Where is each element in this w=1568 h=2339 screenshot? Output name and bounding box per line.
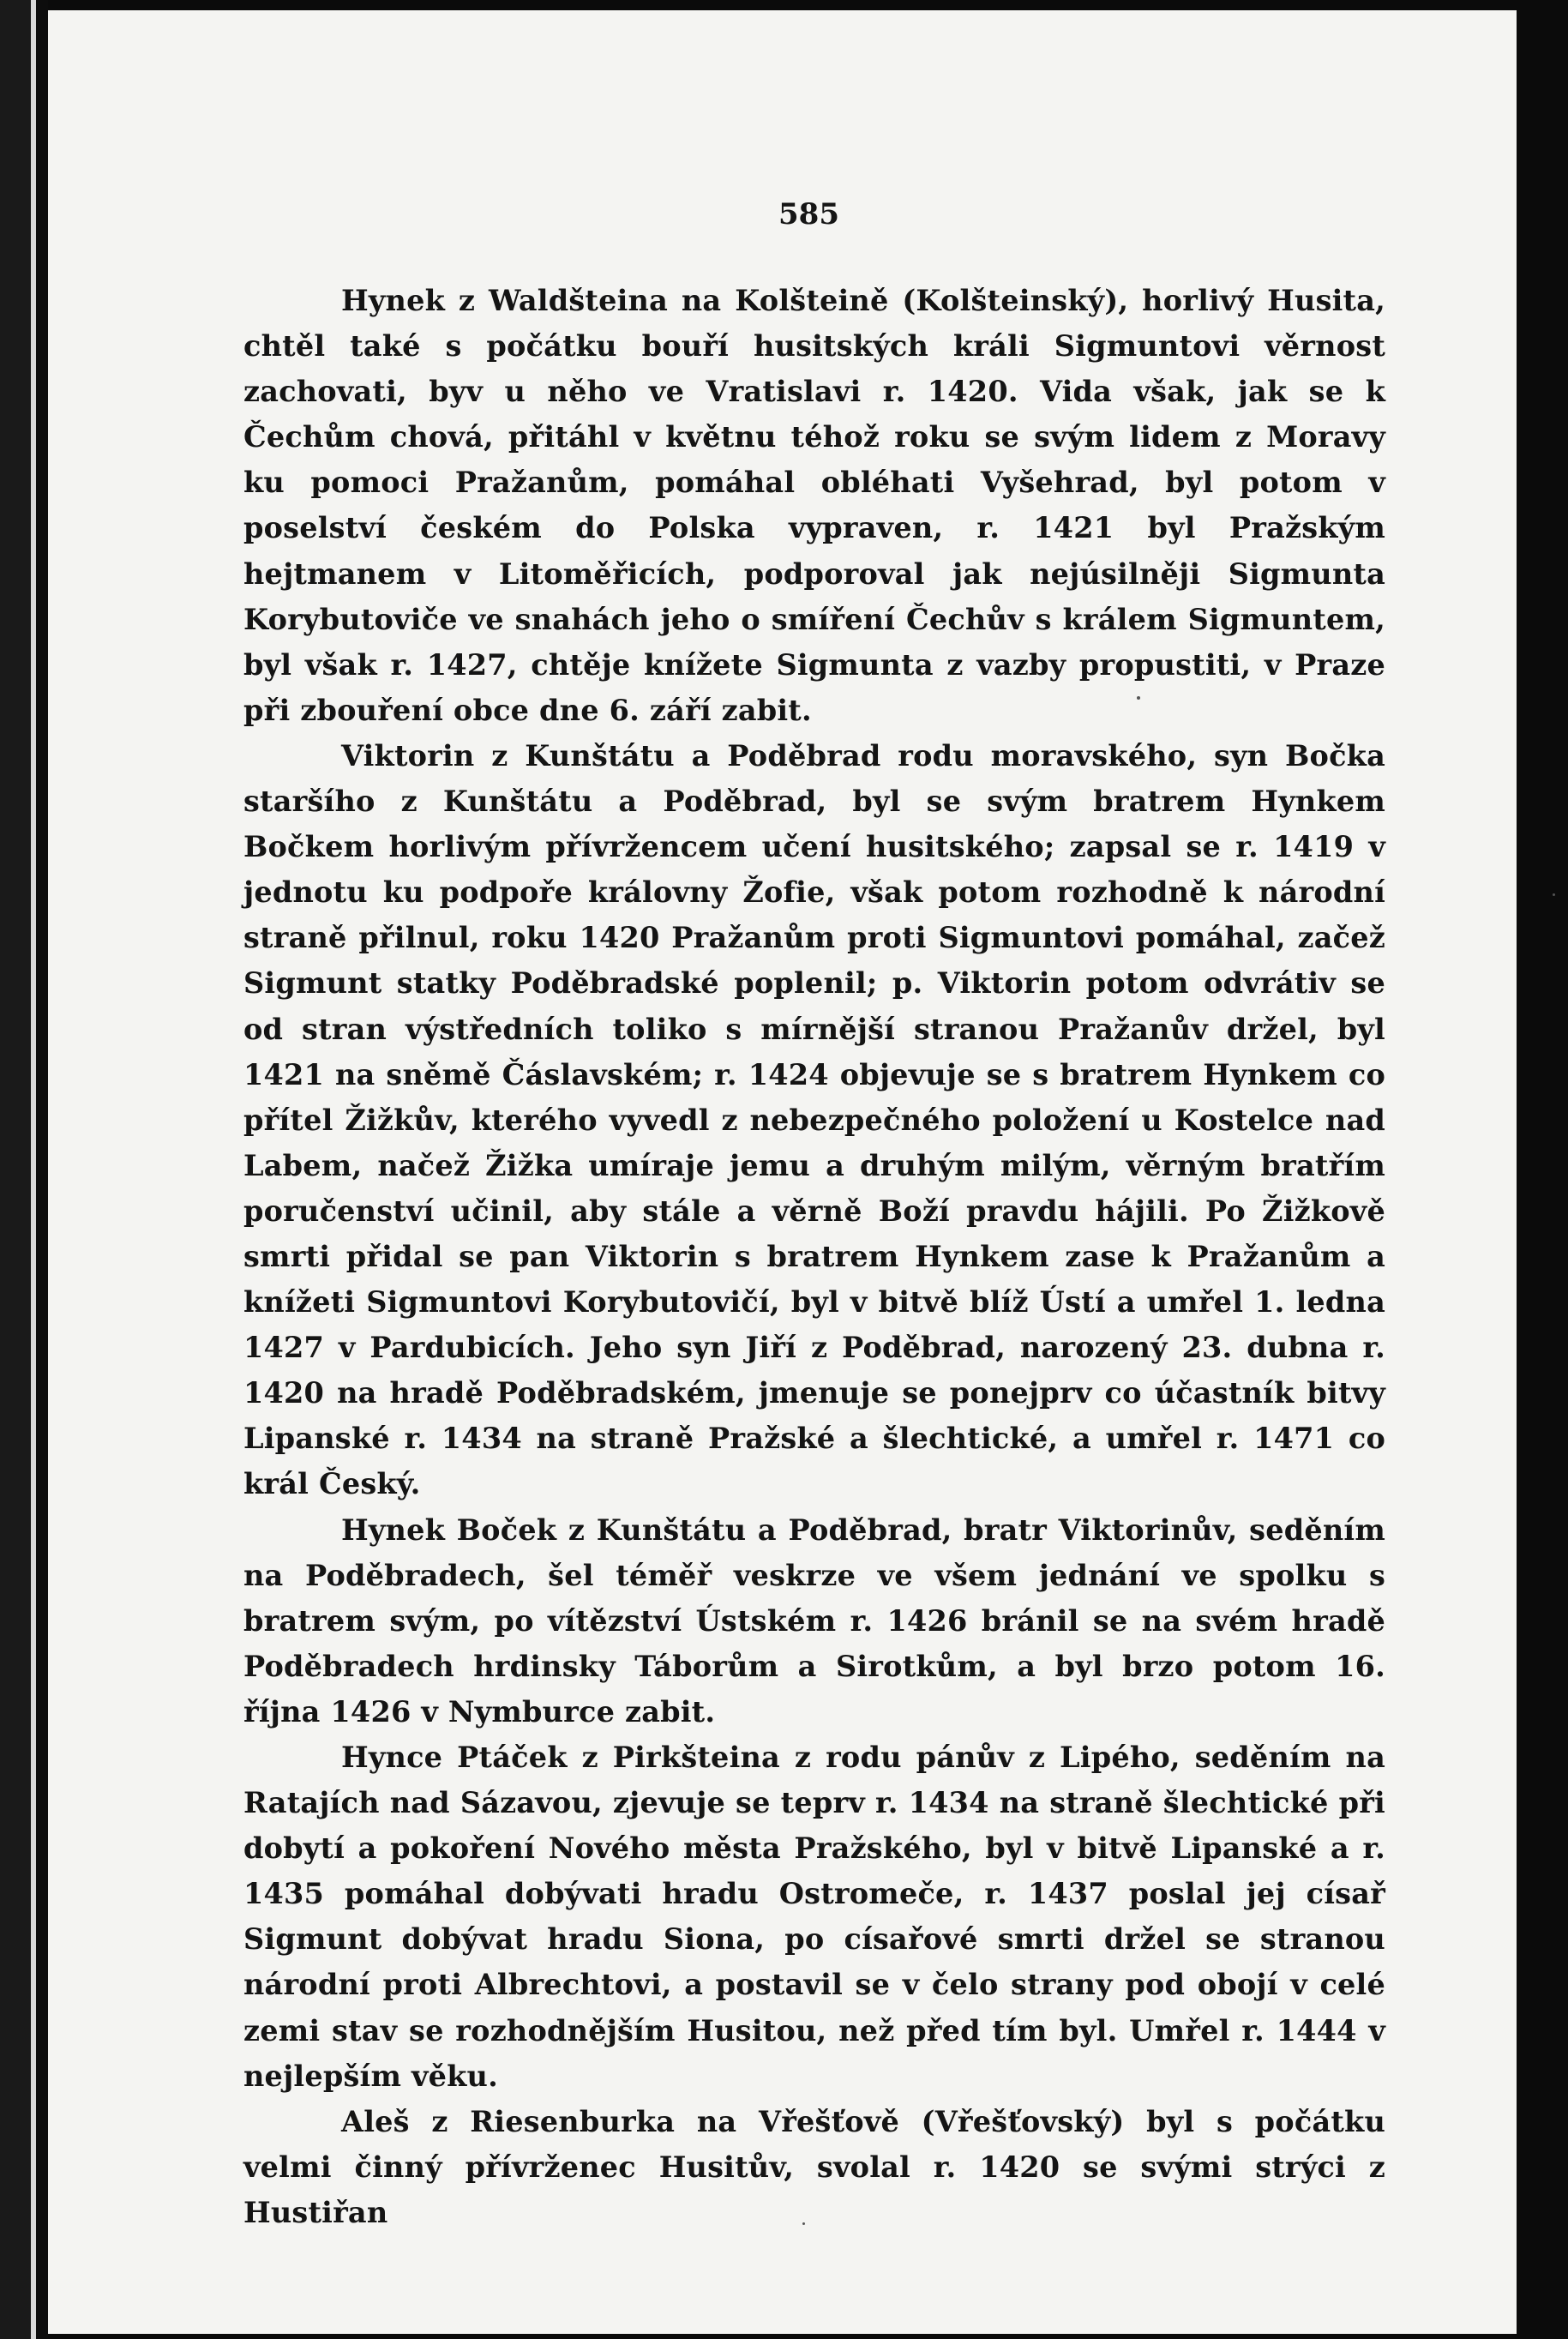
page-body-text	[243, 278, 1385, 2235]
paragraph-hynce-ptacek: Hynce Ptáček z Pirkšteina z rodu pánův z Lipého, seděním na Ratajích nad Sázavou, zjevuje se teprv r. 1434 na straně šlechtické při dobytí a pokoření Nového města Pražského, byl v bitvě Lipanské a r. 1435 pomáhal dobývati hradu Ostromeče, r. 1437 poslal jej císař Sigmunt dobývat hradu Siona, po císařové smrti držel se stranou národní proti Albrechtovi, a postavil se v čelo strany pod obojí v celé zemi stav se rozhodnějším Husitou, než před tím byl. Umřel r. 1444 v nejlepším věku.	[243, 1741, 1385, 2093]
scan-speck	[1137, 696, 1140, 700]
scan-left-border	[0, 0, 31, 2339]
paragraph-hynek-bocek: Hynek Boček z Kunštátu a Poděbrad, bratr Viktorinův, seděním na Poděbradech, šel téměř veskrze ve všem jednání ve spolku s bratrem svým, po vítězství Ústském r. 1426 bránil se na svém hradě Poděbradech hrdinsky Táborům a Sirotkům, a byl brzo potom 16. října 1426 v Nymburce zabit.	[243, 1512, 1385, 1729]
paragraph-viktorin-kunstat: Viktorin z Kunštátu a Poděbrad rodu moravského, syn Bočka staršího z Kunštátu a Poděbrad, byl se svým bratrem Hynkem Bočkem horlivým přívržencem učení husitského; zapsal se r. 1419 v jednotu ku podpoře královny Žofie, však potom rozhodně k národní straně přilnul, roku 1420 Pražanům proti Sigmuntovi pomáhal, začež Sigmunt statky Poděbradské poplenil; p. Viktorin potom odvrátiv se od stran výstředních toliko s mírnější stranou Pražanův držel, byl 1421 na sněmě Čáslavském; r. 1424 objevuje se s bratrem Hynkem co přítel Žižkův, kterého vyvedl z nebezpečného položení u Kostelce nad Labem, načež Žižka umíraje jemu a druhým milým, věrným bratřím poručenství učinil, aby stále a věrně Boží pravdu hájili. Po Žižkově smrti přidal se pan Viktorin s bratrem Hynkem zase k Pražanům a knížeti Sigmuntovi Korybutovičí, byl v bitvě blíž Ústí a umřel 1. ledna 1427 v Pardubicích. Jeho syn Jiří z Poděbrad, narozený 23. dubna r. 1420 na hradě Poděbradském, jmenuje se ponejprv co účastník bitvy Lipanské r. 1434 na straně Pražské a šlechtické, a umřel r. 1471 co král Český.	[243, 738, 1385, 1501]
scan-speck	[802, 2222, 805, 2225]
paragraph-hynek-waldstein: Hynek z Waldšteina na Kolšteině (Kolšteinský), horlivý Husita, chtěl také s počátku bouří husitských králi Sigmuntovi věrnost zachovati, byv u něho ve Vratislavi r. 1420. Vida však, jak se k Čechům chová, přitáhl v květnu téhož roku se svým lidem z Moravy ku pomoci Pražanům, pomáhal obléhati Vyšehrad, byl potom v poselství českém do Polska vypraven, r. 1421 byl Pražským hejtmanem v Litoměřicích, podporoval jak nejúsilněji Sigmunta Korybutoviče ve snahách jeho o smíření Čechův s králem Sigmuntem, byl však r. 1427, chtěje knížete Sigmunta z vazby propustiti, v Praze při zbouření obce dne 6. září zabit.	[243, 284, 1385, 727]
book-page	[48, 10, 1517, 2334]
scan-gap	[36, 0, 48, 2339]
scan-speck	[1553, 893, 1555, 896]
paragraph-ales-riesenburk: Aleš z Riesenburka na Vřešťově (Vřešťovský) byl s počátku velmi činný přívrženec Husitův, svolal r. 1420 se svými strýci z Hustiřan	[243, 2104, 1385, 2229]
page-number: 585	[778, 197, 839, 231]
